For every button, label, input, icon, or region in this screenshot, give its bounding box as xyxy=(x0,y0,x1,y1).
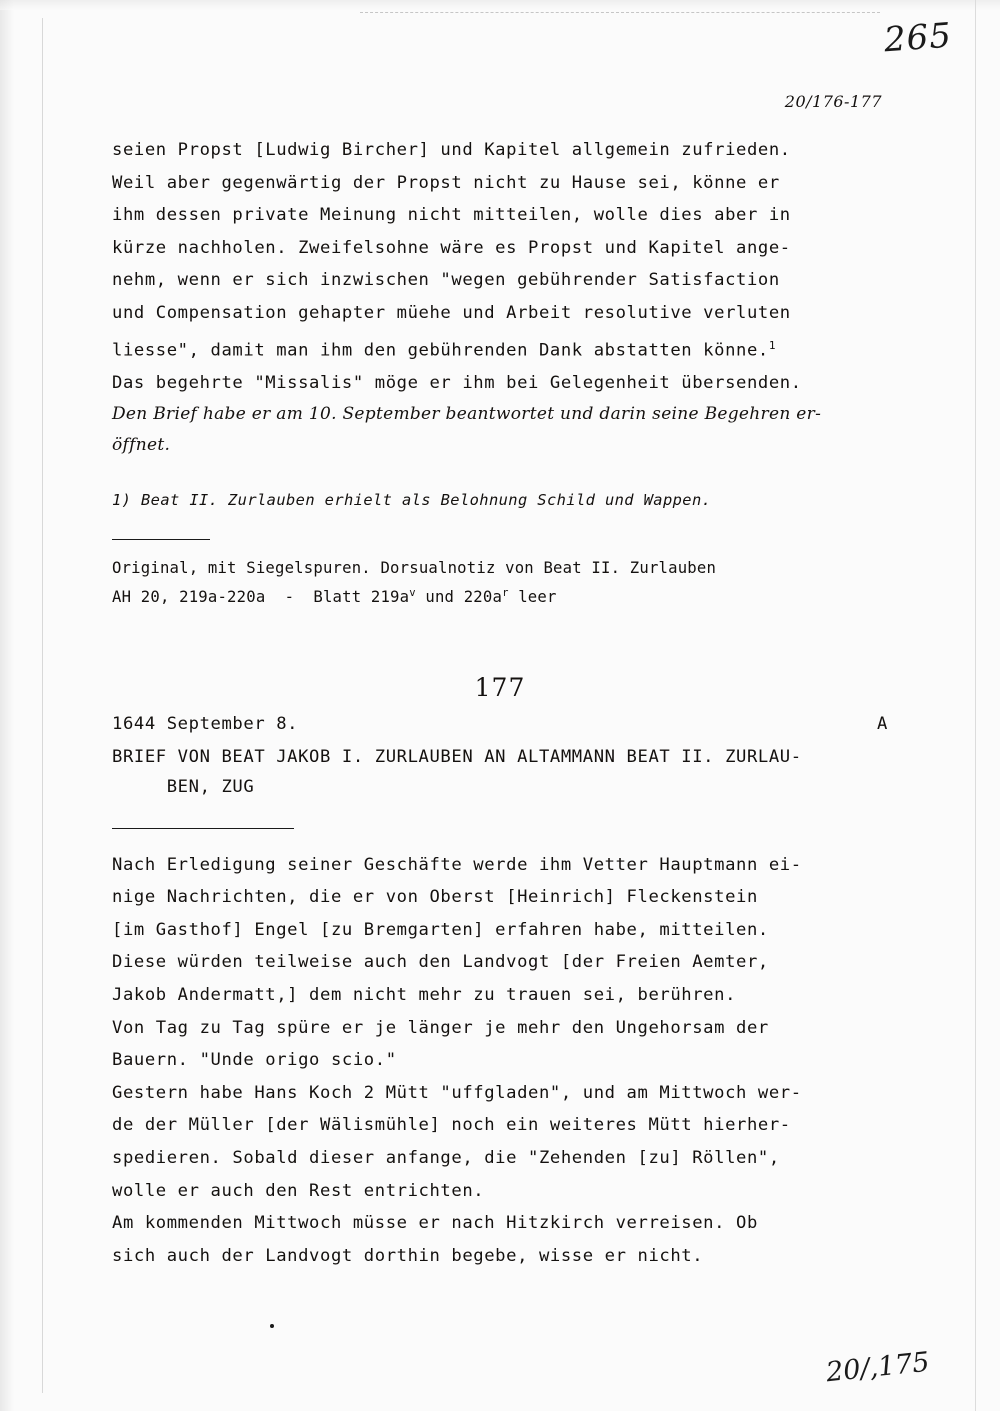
paragraph-2-line: Bauern. "Unde origo scio." xyxy=(112,1050,397,1071)
paragraph-2-line: de der Müller [der Wälismühle] noch ein weiteres Mütt hierher- xyxy=(112,1115,791,1136)
paragraph-2-line: wolle er auch den Rest entrichten. xyxy=(112,1180,485,1201)
paragraph-2-line: Diese würden teilweise auch den Landvogt [der Freien Aemter, xyxy=(112,952,769,973)
document-date: 1644 September 8. xyxy=(112,713,299,734)
scan-edge-left xyxy=(0,0,14,1411)
document-title-line: BRIEF VON BEAT JAKOB I. ZURLAUBEN AN ALTAMMANN BEAT II. ZURLAU- xyxy=(112,746,802,767)
paragraph-2-line: nige Nachrichten, die er von Oberst [Heinrich] Fleckenstein xyxy=(112,887,758,908)
handwritten-annotation-line: öffnet. xyxy=(112,435,171,456)
paragraph-1-line: kürze nachholen. Zweifelsohne wäre es Propst und Kapitel ange- xyxy=(112,237,791,258)
original-source-note xyxy=(112,556,888,610)
paragraph-1-line: Das begehrte "Missalis" möge er ihm bei Gelegenheit übersenden. xyxy=(112,372,802,393)
paragraph-1-line-footnoted xyxy=(112,330,888,367)
folio-verso-mark: v xyxy=(409,587,416,600)
paragraph-2-line: Gestern habe Hans Koch 2 Mütt "uffgladen", und am Mittwoch wer- xyxy=(112,1082,802,1103)
folio-recto-mark: r xyxy=(502,587,509,600)
page-crease-left xyxy=(42,18,43,1393)
paragraph-1-line: nehm, wenn er sich inzwischen "wegen gebührender Satisfaction xyxy=(112,270,780,291)
divider-above-summary xyxy=(112,828,294,829)
paragraph-1 xyxy=(112,134,888,399)
footnoted-text: liesse", damit man ihm den gebührenden Dank abstatten könne. xyxy=(112,340,769,361)
original-note-line: Original, mit Siegelspuren. Dorsualnotiz von Beat II. Zurlauben xyxy=(112,559,717,578)
footnote-text: 1) Beat II. Zurlauben erhielt als Belohnung Schild und Wappen. xyxy=(112,491,712,510)
folio-mid: und 220a xyxy=(415,588,503,607)
paragraph-2 xyxy=(112,849,888,1273)
folio-suffix: leer xyxy=(508,588,557,607)
paragraph-1-line: seien Propst [Ludwig Bircher] und Kapitel allgemein zufrieden. xyxy=(112,140,791,160)
paragraph-2-line: Von Tag zu Tag spüre er je länger je mehr den Ungehorsam der xyxy=(112,1017,769,1038)
document-body xyxy=(112,134,888,1328)
paragraph-2-line: Nach Erledigung seiner Geschäfte werde ihm Vetter Hauptmann ei- xyxy=(112,854,802,875)
page-crease-right xyxy=(975,0,976,1411)
scan-edge-top xyxy=(0,0,1000,10)
handwritten-footer-number: 20/,175 xyxy=(825,1346,932,1389)
paragraph-2-line: Am kommenden Mittwoch müsse er nach Hitzkirch verreisen. Ob xyxy=(112,1213,758,1234)
document-title-line: BEN, ZUG xyxy=(112,776,255,797)
scan-dashed-line xyxy=(360,12,880,14)
paragraph-2-line: sich auch der Landvogt dorthin begebe, wisse er nicht. xyxy=(112,1245,704,1266)
footnote-marker: 1 xyxy=(768,338,777,352)
document-number: 177 xyxy=(474,672,526,702)
original-note-line-folios xyxy=(112,581,888,610)
handwritten-annotation-line: Den Brief habe er am 10. September beantwortet und darin seine Begehren er- xyxy=(112,404,822,425)
document-title xyxy=(112,742,888,802)
folio-prefix: AH 20, 219a-220a - Blatt 219a xyxy=(112,588,410,607)
handwritten-page-number: 265 xyxy=(882,15,954,61)
header-reference: 20/176-177 xyxy=(784,92,882,111)
paragraph-2-line: Jakob Andermatt,] dem nicht mehr zu trauen sei, berühren. xyxy=(112,985,737,1006)
stray-ink-dot xyxy=(270,1324,274,1328)
paragraph-2-line: [im Gasthof] Engel [zu Bremgarten] erfahren habe, mitteilen. xyxy=(112,919,769,940)
document-dateline xyxy=(112,714,888,734)
paragraph-1-line: und Compensation gehapter müehe und Arbeit resolutive verluten xyxy=(112,302,791,323)
divider-above-original-note xyxy=(112,539,210,540)
document-letter-mark: A xyxy=(877,713,888,734)
paragraph-2-line: spedieren. Sobald dieser anfange, die "Zehenden [zu] Röllen", xyxy=(112,1148,780,1169)
handwritten-annotation xyxy=(112,399,888,461)
paragraph-1-line: Weil aber gegenwärtig der Propst nicht zu Hause sei, könne er xyxy=(112,172,780,193)
paragraph-1-line: ihm dessen private Meinung nicht mitteilen, wolle dies aber in xyxy=(112,205,791,226)
